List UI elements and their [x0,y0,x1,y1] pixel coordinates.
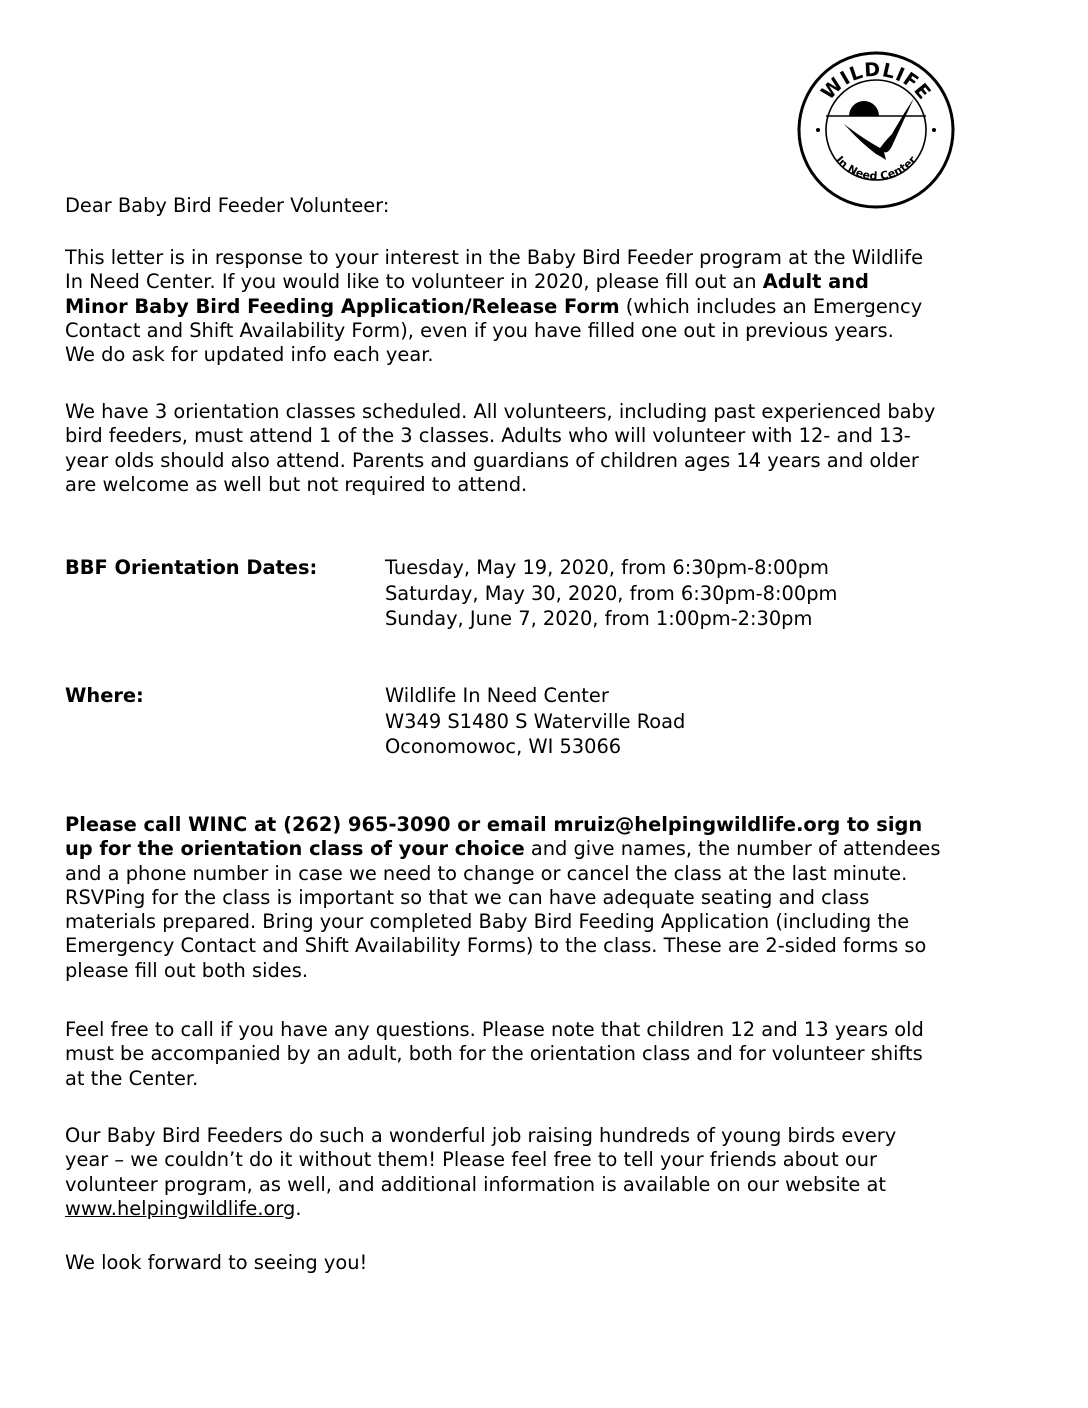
signup-line: Emergency Contact and Shift Availability Forms) to the class. These are 2-sided forms so [65,934,927,958]
orientation-date: Tuesday, May 19, 2020, from 6:30pm-8:00pm [385,556,829,579]
signup-paragraph [65,813,1030,983]
signup-line-2: and give names, the number of attendees [524,837,941,861]
sun-and-gull-logo-icon [796,50,956,210]
intro-line-3: (which includes an Emergency [619,294,923,318]
orientation-date: Saturday, May 30, 2020, from 6:30pm-8:00pm [385,581,838,605]
where-label: Where: [65,684,144,707]
website-link[interactable]: www.helpingwildlife.org [65,1196,296,1220]
closing-line: We look forward to seeing you! [65,1251,368,1274]
website-link-suffix: . [295,1196,302,1220]
signup-line: RSVPing for the class is important so that we can have adequate seating and class [65,885,870,909]
address-list [385,683,685,760]
address-line: Oconomowoc, WI 53066 [385,735,622,758]
signup-bold-line-1: Please call WINC at (262) 965-3090 or email mruiz@helpingwildlife.org to sign [65,813,923,836]
wildlife-in-need-center-logo [796,50,956,210]
thanks-line: Our Baby Bird Feeders do such a wonderful job raising hundreds of young birds every [65,1124,897,1147]
intro-line-4: Contact and Shift Availability Form), even if you have filled one out in previous years. [65,318,894,342]
address-line: Wildlife In Need Center [385,684,609,707]
orientation-line: bird feeders, must attend 1 of the 3 classes. Adults who will volunteer with 12- and 13- [65,424,911,448]
intro-paragraph [65,246,1030,367]
orientation-date: Sunday, June 7, 2020, from 1:00pm-2:30pm [385,607,813,630]
signup-line: please fill out both sides. [65,958,308,982]
questions-line: Feel free to call if you have any questions. Please note that children 12 and 13 years old [65,1018,924,1041]
address-line: W349 S1480 S Waterville Road [385,709,686,733]
questions-line: must be accompanied by an adult, both for the orientation class and for volunteer shifts [65,1042,923,1066]
thanks-paragraph [65,1124,1030,1221]
orientation-dates-list [385,555,837,632]
signup-bold-line-2: up for the orientation class of your choice [65,837,525,861]
signup-line: and a phone number in case we need to change or cancel the class at the last minute. [65,861,908,885]
thanks-line: year – we couldn’t do it without them! Please feel free to tell your friends about our [65,1148,877,1172]
orientation-line: are welcome as well but not required to attend. [65,472,528,496]
svg-text:In Need Center [833,153,919,183]
intro-line-2: In Need Center. If you would like to volunteer in 2020, please fill out an [65,270,763,294]
thanks-line: volunteer program, as well, and additional information is available on our website at [65,1172,886,1196]
form-name-bold-1: Adult and [762,270,869,294]
orientation-paragraph [65,400,1030,497]
greeting: Dear Baby Bird Feeder Volunteer: [65,194,390,217]
intro-line-1: This letter is in response to your interest in the Baby Bird Feeder program at the Wildlife [65,246,924,269]
intro-line-5: We do ask for updated info each year. [65,343,434,367]
logo-top-text: WILDLIFE [817,58,936,105]
orientation-line: year olds should also attend. Parents and guardians of children ages 14 years and older [65,448,919,472]
questions-paragraph [65,1018,1030,1091]
orientation-line: We have 3 orientation classes scheduled. All volunteers, including past experienced baby [65,400,936,423]
logo-bottom-text: In Need Center [833,153,919,183]
orientation-dates-label: BBF Orientation Dates: [65,556,318,579]
questions-line: at the Center. [65,1066,199,1090]
signup-line: materials prepared. Bring your completed Baby Bird Feeding Application (including the [65,910,910,934]
form-name-bold-2: Minor Baby Bird Feeding Application/Release Form [65,294,620,318]
